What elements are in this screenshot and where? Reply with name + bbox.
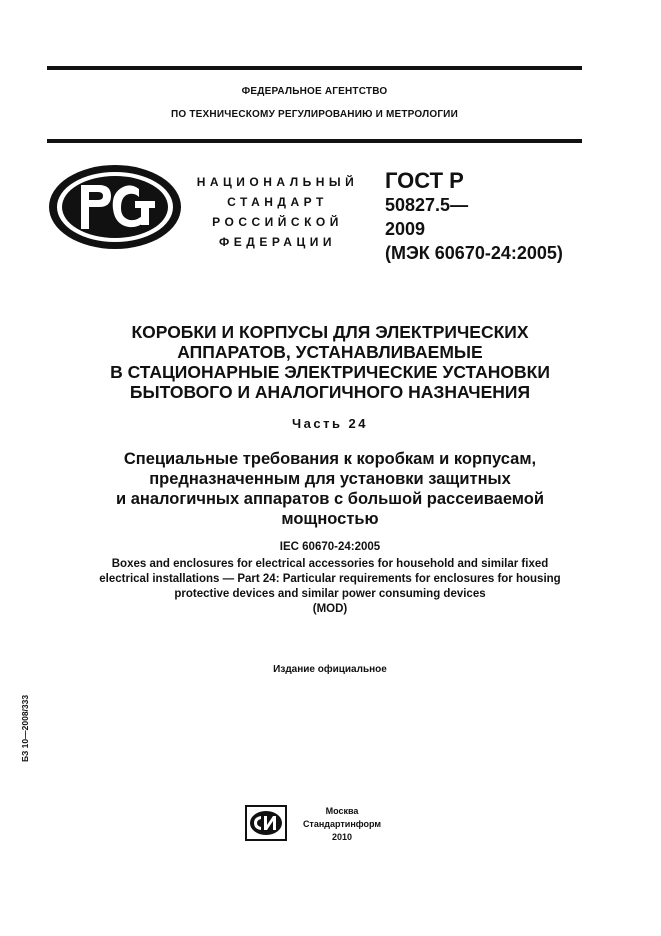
subtitle-line-1: Специальные требования к коробкам и корпусам, [123, 450, 537, 468]
rst-conformity-mark-icon [47, 163, 183, 251]
publisher-city: Москва [325, 806, 359, 816]
designation-line-3: 2009 [385, 219, 426, 239]
standartinform-logo-icon [245, 805, 287, 841]
national-standard-line-3: РОССИЙСКОЙ [212, 215, 343, 229]
title-line-1: КОРОБКИ И КОРПУСЫ ДЛЯ ЭЛЕКТРИЧЕСКИХ [131, 322, 529, 342]
subtitle-line-2: предназначенным для установки защитных [149, 470, 511, 488]
designation-line-2: 50827.5— [385, 195, 469, 215]
edition-label: Издание официальное [273, 664, 387, 675]
document-subtitle [40, 449, 620, 529]
part-label: Часть 24 [291, 416, 369, 431]
national-standard-line-2: СТАНДАРТ [227, 195, 328, 209]
title-line-3: В СТАЦИОНАРНЫЕ ЭЛЕКТРИЧЕСКИЕ УСТАНОВКИ [110, 362, 550, 382]
designation-line-1: ГОСТ Р [385, 168, 464, 193]
second-rule [47, 139, 582, 143]
english-title-line-4: (MOD) [312, 603, 348, 615]
title-line-4: БЫТОВОГО И АНАЛОГИЧНОГО НАЗНАЧЕНИЯ [129, 382, 531, 402]
subtitle-line-4: мощностью [281, 510, 379, 528]
top-rule [47, 66, 582, 70]
english-title [40, 557, 620, 617]
title-line-2: АППАРАТОВ, УСТАНАВЛИВАЕМЫЕ [177, 342, 483, 362]
english-title-line-2: electrical installations — Part 24: Particular requirements for enclosures for housing [99, 573, 561, 585]
document-title [40, 322, 620, 402]
side-code: БЗ 10—2008/333 [20, 694, 30, 762]
subtitle-line-3: и аналогичных аппаратов с большой рассеиваемой [115, 490, 545, 508]
publisher-year: 2010 [331, 832, 353, 842]
english-title-line-1: Boxes and enclosures for electrical accessories for household and similar fixed [111, 558, 549, 570]
publisher-name: Стандартинформ [302, 819, 382, 829]
iec-reference: IEC 60670-24:2005 [279, 541, 381, 553]
national-standard-line-1: НАЦИОНАЛЬНЫЙ [196, 175, 359, 189]
designation-line-4: (МЭК 60670-24:2005) [385, 243, 563, 263]
agency-line-2: ПО ТЕХНИЧЕСКОМУ РЕГУЛИРОВАНИЮ И МЕТРОЛОГИИ [171, 109, 458, 120]
english-title-line-3: protective devices and similar power consuming devices [174, 588, 486, 600]
agency-line-1: ФЕДЕРАЛЬНОЕ АГЕНТСТВО [241, 86, 388, 97]
publisher-block [292, 805, 392, 844]
national-standard-label [190, 172, 365, 252]
national-standard-line-4: ФЕДЕРАЦИИ [219, 235, 336, 249]
standard-designation [385, 168, 615, 265]
